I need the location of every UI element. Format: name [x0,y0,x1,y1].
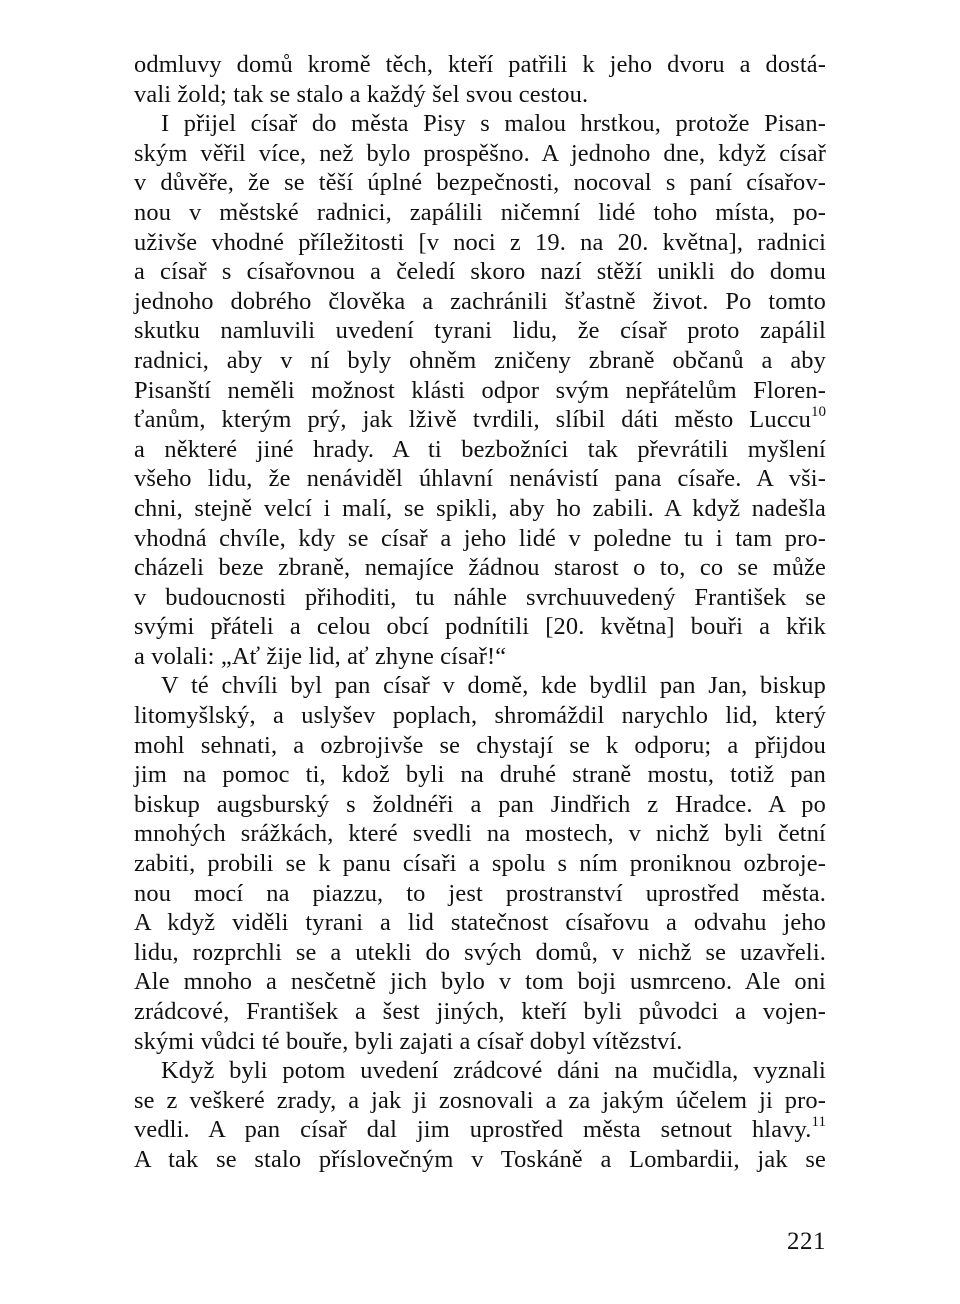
text-line: odmluvy domů kromě těch, kteří patřili k jeho dvoru a dostá- [134,51,826,78]
text-line: lidu, rozprchli se a utekli do svých domů, v nichž se uzavřeli. [134,938,826,966]
text-line: a volali: „Ať žije lid, ať zhyne císař!“ [134,642,507,670]
body-text [134,50,826,1175]
text-line: A tak se stalo příslovečným v Toskáně a Lombardii, jak se [134,1145,826,1173]
page-number: 221 [787,1228,826,1255]
text-line: zabiti, probili se k panu císaři a spolu s ním proniknou ozbroje- [134,850,826,878]
text-line: biskup augsburský s žoldnéři a pan Jindřich z Hradce. A po [134,790,826,818]
text-line: v důvěře, že se těší úplné bezpečnosti, nocoval s paní císařov- [134,169,826,197]
text-line: a některé jiné hrady. A ti bezbožníci tak převrátili myšlení [134,435,826,463]
text-line: litomyšlský, a uslyšev poplach, shromáždil narychlo lid, který [134,702,826,730]
text-line: mohl sehnati, a ozbrojivše se chystají se k odporu; a přijdou [134,731,826,759]
text-line: všeho lidu, že nenáviděl úhlavní nenávistí pana císaře. A vši- [134,465,826,493]
text-line: vhodná chvíle, kdy se císař a jeho lidé v poledne tu i tam pro- [134,524,826,552]
text-line: zrádcové, František a šest jiných, kteří byli původci a vojen- [134,998,826,1025]
text-line: mnohých srážkách, které svedli na mostech, v nichž byli četní [134,820,826,848]
footnote-marker: 11 [811,1114,826,1131]
text-line: se z veškeré zrady, a jak ji zosnovali a za jakým účelem ji pro- [134,1086,826,1114]
text-line-with-footnote [134,1115,826,1145]
text-line: A když viděli tyrani a lid statečnost císařovu a odvahu jeho [134,909,826,937]
text-line: vedli. A pan císař dal jim uprostřed města setnout hlavy. [134,1116,812,1144]
text-line: skými vůdci té bouře, byli zajati a císař dobyl vítězství. [134,1027,683,1055]
text-line-with-footnote [134,405,826,435]
text-line: Ale mnoho a nesčetně jich bylo v tom boji usmrceno. Ale oni [134,968,826,996]
text-line: jim na pomoc ti, kdož byli na druhé straně mostu, totiž pan [134,761,826,789]
text-line: ským věřil více, než bylo prospěšno. A jednoho dne, když císař [134,139,826,167]
text-line: uživše vhodné příležitosti [v noci z 19. na 20. května], radnici [134,228,826,256]
text-line: Pisanští neměli možnost klásti odpor svým nepřátelům Floren- [134,376,826,404]
text-line: V té chvíli byl pan císař v domě, kde bydlil pan Jan, biskup [161,672,826,700]
text-line: nou mocí na piazzu, to jest prostranství uprostřed města. [134,879,826,907]
text-line: radnici, aby v ní byly ohněm zničeny zbraně občanů a aby [134,346,826,374]
text-line: chni, stejně velcí i malí, se spikli, aby ho zabili. A když nadešla [134,494,826,522]
text-line: v budoucnosti přihoditi, tu náhle svrchuuvedený František se [134,583,826,611]
text-line: jednoho dobrého člověka a zachránili šťastně život. Po tomto [134,287,826,315]
text-line: a císař s císařovnou a čeledí skoro nazí stěží unikli do domu [134,258,826,286]
text-line: skutku namluvili uvedení tyrani lidu, že císař proto zapálil [134,317,826,345]
text-line: vali žold; tak se stalo a každý šel svou cestou. [134,80,589,108]
text-line: Když byli potom uvedení zrádcové dáni na mučidla, vyznali [161,1057,826,1085]
footnote-marker: 10 [811,404,826,421]
text-line: I přijel císař do města Pisy s malou hrstkou, protože Pisan- [161,110,826,138]
text-line: ťanům, kterým prý, jak lživě tvrdili, slíbil dáti město Luccu [134,406,811,434]
text-line: nou v městské radnici, zapálili ničemní lidé toho místa, po- [134,198,826,226]
text-line: svými přáteli a celou obcí podnítili [20. května] bouři a křik [134,613,826,641]
text-line: cházeli beze zbraně, nemajíce žádnou starost o to, co se může [134,554,826,582]
